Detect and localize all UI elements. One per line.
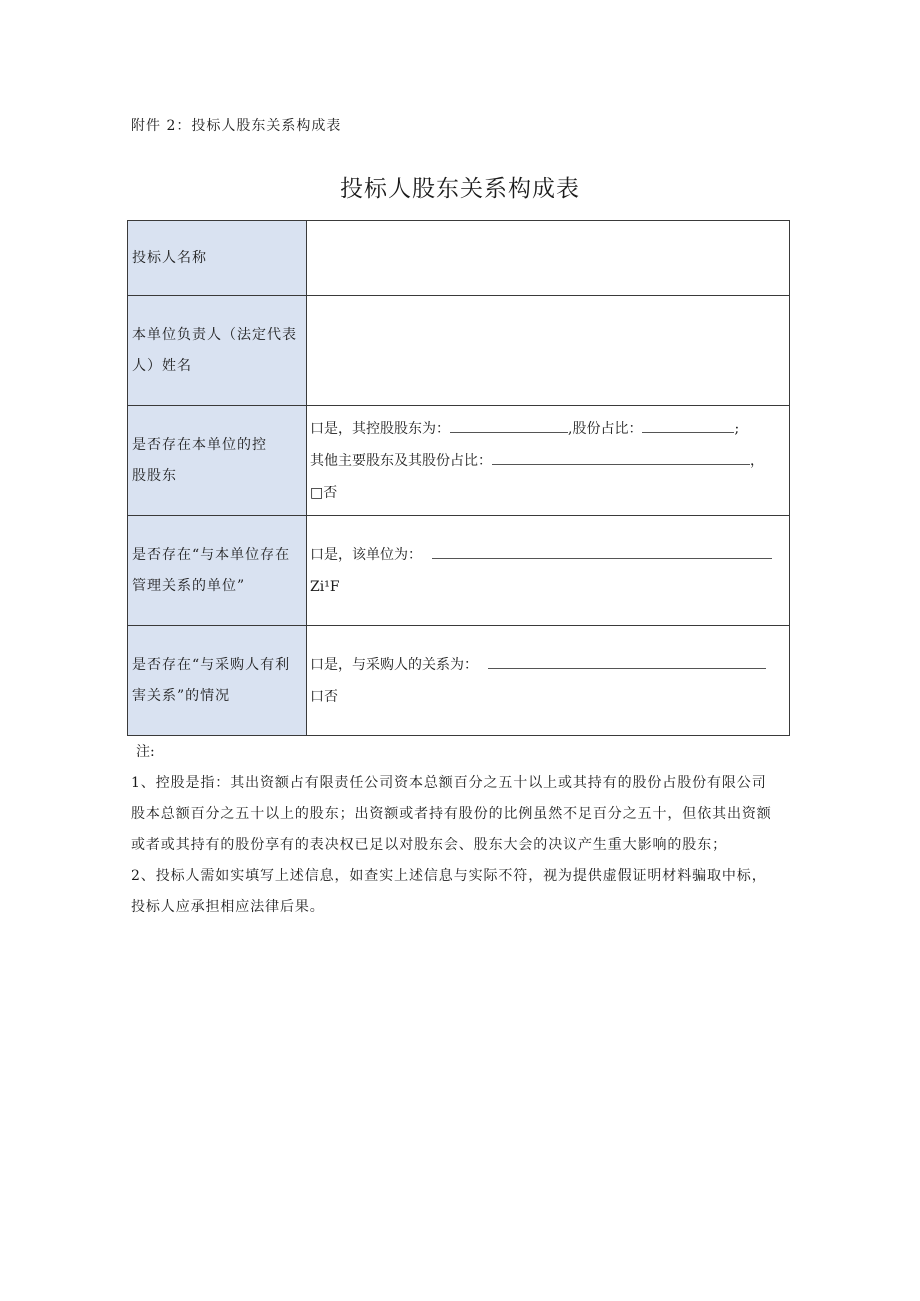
controlling-shareholder-options [307,406,790,516]
management-relation-options [307,516,790,626]
row-label: 股股东 [132,467,177,484]
row-label: 管理关系的单位” [132,577,246,594]
row-label: 人）姓名 [132,357,192,374]
note-line: 1、控股是指：其出资额占有限责任公司资本总额百分之五十以上或其持有的股份占股份有限公司 [131,775,767,791]
bidder-name-field[interactable] [307,221,790,296]
table-row [128,221,790,296]
share-ratio-label: ,股份占比： [568,420,643,437]
label-management-relation [128,516,307,626]
row-label: 是否存在“与采购人有利 [132,656,291,673]
row-label: 是否存在本单位的控 [132,436,267,453]
purchaser-relation-blank[interactable] [488,654,766,669]
purchaser-interest-options [307,626,790,736]
label-legal-representative [128,296,307,406]
option-no-management[interactable]: Zi¹F [310,578,340,595]
note-line: 股本总额百分之五十以上的股东；出资额或者持有股份的比例虽然不足百分之五十，但依其出资额 [131,806,772,822]
option-yes-controlling[interactable]: 口是，其控股股东为： [310,420,450,437]
table-row [128,296,790,406]
row-label: 是否存在“与本单位存在 [132,546,291,563]
shareholder-relation-table [127,220,790,736]
notes-heading: 注: [136,744,155,760]
note-line: 2、投标人需如实填写上述信息，如查实上述信息与实际不符，视为提供虚假证明材料骗取中标， [131,868,767,884]
controlling-shareholder-blank[interactable] [450,418,568,433]
option-no-purchaser[interactable]: 口否 [310,688,338,705]
note-line: 或者或其持有的股份享有的表决权已足以对股东会、股东大会的决议产生重大影响的股东； [131,837,727,853]
option-no-controlling[interactable]: □否 [310,484,338,501]
option-yes-purchaser[interactable]: 口是，与采购人的关系为： [310,656,478,673]
separator: ; [734,420,740,437]
label-controlling-shareholder [128,406,307,516]
notes-section [131,737,795,923]
row-label: 投标人名称 [132,249,207,266]
note-line: 投标人应承担相应法律后果。 [131,899,325,915]
table-row [128,516,790,626]
share-ratio-blank[interactable] [642,418,734,433]
label-purchaser-interest [128,626,307,736]
row-label: 本单位负责人（法定代表 [132,326,297,343]
page-title: 投标人股东关系构成表 [340,176,580,202]
separator: ， [750,452,764,469]
option-yes-management[interactable]: 口是，该单位为： [310,546,422,563]
table-row [128,626,790,736]
other-shareholders-label: 其他主要股东及其股份占比： [310,452,492,469]
other-shareholders-blank[interactable] [492,450,750,465]
label-bidder-name [128,221,307,296]
legal-representative-field[interactable] [307,296,790,406]
row-label: 害关系”的情况 [132,687,231,704]
management-unit-blank[interactable] [432,544,772,559]
attachment-label: 附件 2：投标人股东关系构成表 [131,118,342,134]
table-row [128,406,790,516]
